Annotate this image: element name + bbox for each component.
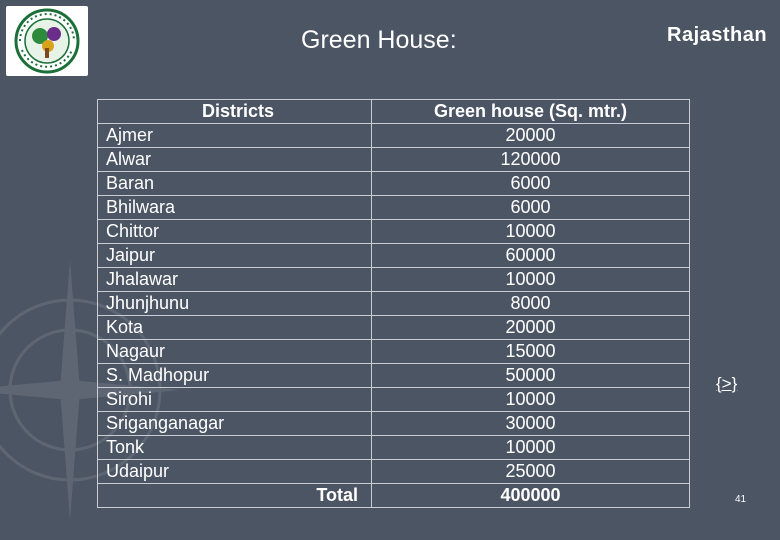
area-cell: 6000 (372, 172, 690, 196)
area-cell: 20000 (372, 316, 690, 340)
table-row (98, 364, 690, 388)
greenhouse-table (97, 99, 690, 508)
district-cell: S. Madhopur (98, 364, 372, 388)
area-cell: 15000 (372, 340, 690, 364)
page-number: 41 (735, 494, 747, 505)
total-value: 400000 (372, 484, 690, 508)
district-cell: Udaipur (98, 460, 372, 484)
region-label: Rajasthan (667, 24, 768, 46)
area-cell: 50000 (372, 364, 690, 388)
district-cell: Jhalawar (98, 268, 372, 292)
area-cell: 10000 (372, 436, 690, 460)
area-cell: 30000 (372, 412, 690, 436)
table-total-row (98, 484, 690, 508)
district-cell: Sirohi (98, 388, 372, 412)
area-cell: 10000 (372, 268, 690, 292)
column-header-greenhouse-area: Green house (Sq. mtr.) (372, 100, 690, 124)
table-row (98, 460, 690, 484)
table-row (98, 292, 690, 316)
district-cell: Nagaur (98, 340, 372, 364)
table-row (98, 148, 690, 172)
district-cell: Jhunjhunu (98, 292, 372, 316)
table-row (98, 268, 690, 292)
area-cell: 10000 (372, 388, 690, 412)
next-slide-link[interactable]: {>} (716, 374, 738, 393)
table-row (98, 220, 690, 244)
area-cell: 6000 (372, 196, 690, 220)
area-cell: 60000 (372, 244, 690, 268)
institution-logo-icon (6, 6, 88, 76)
table-row (98, 196, 690, 220)
column-header-districts: Districts (98, 100, 372, 124)
area-cell: 25000 (372, 460, 690, 484)
table-row (98, 172, 690, 196)
table-row (98, 436, 690, 460)
table-header-row (98, 100, 690, 124)
table-row (98, 124, 690, 148)
area-cell: 20000 (372, 124, 690, 148)
page-title: Green House: (301, 26, 457, 54)
district-cell: Sriganganagar (98, 412, 372, 436)
total-label: Total (98, 484, 372, 508)
area-cell: 8000 (372, 292, 690, 316)
table-row (98, 388, 690, 412)
table-row (98, 316, 690, 340)
table-row (98, 412, 690, 436)
table-row (98, 244, 690, 268)
area-cell: 10000 (372, 220, 690, 244)
district-cell: Bhilwara (98, 196, 372, 220)
area-cell: 120000 (372, 148, 690, 172)
district-cell: Alwar (98, 148, 372, 172)
institution-logo (6, 6, 88, 76)
district-cell: Tonk (98, 436, 372, 460)
district-cell: Kota (98, 316, 372, 340)
district-cell: Chittor (98, 220, 372, 244)
district-cell: Jaipur (98, 244, 372, 268)
district-cell: Baran (98, 172, 372, 196)
table-row (98, 340, 690, 364)
district-cell: Ajmer (98, 124, 372, 148)
